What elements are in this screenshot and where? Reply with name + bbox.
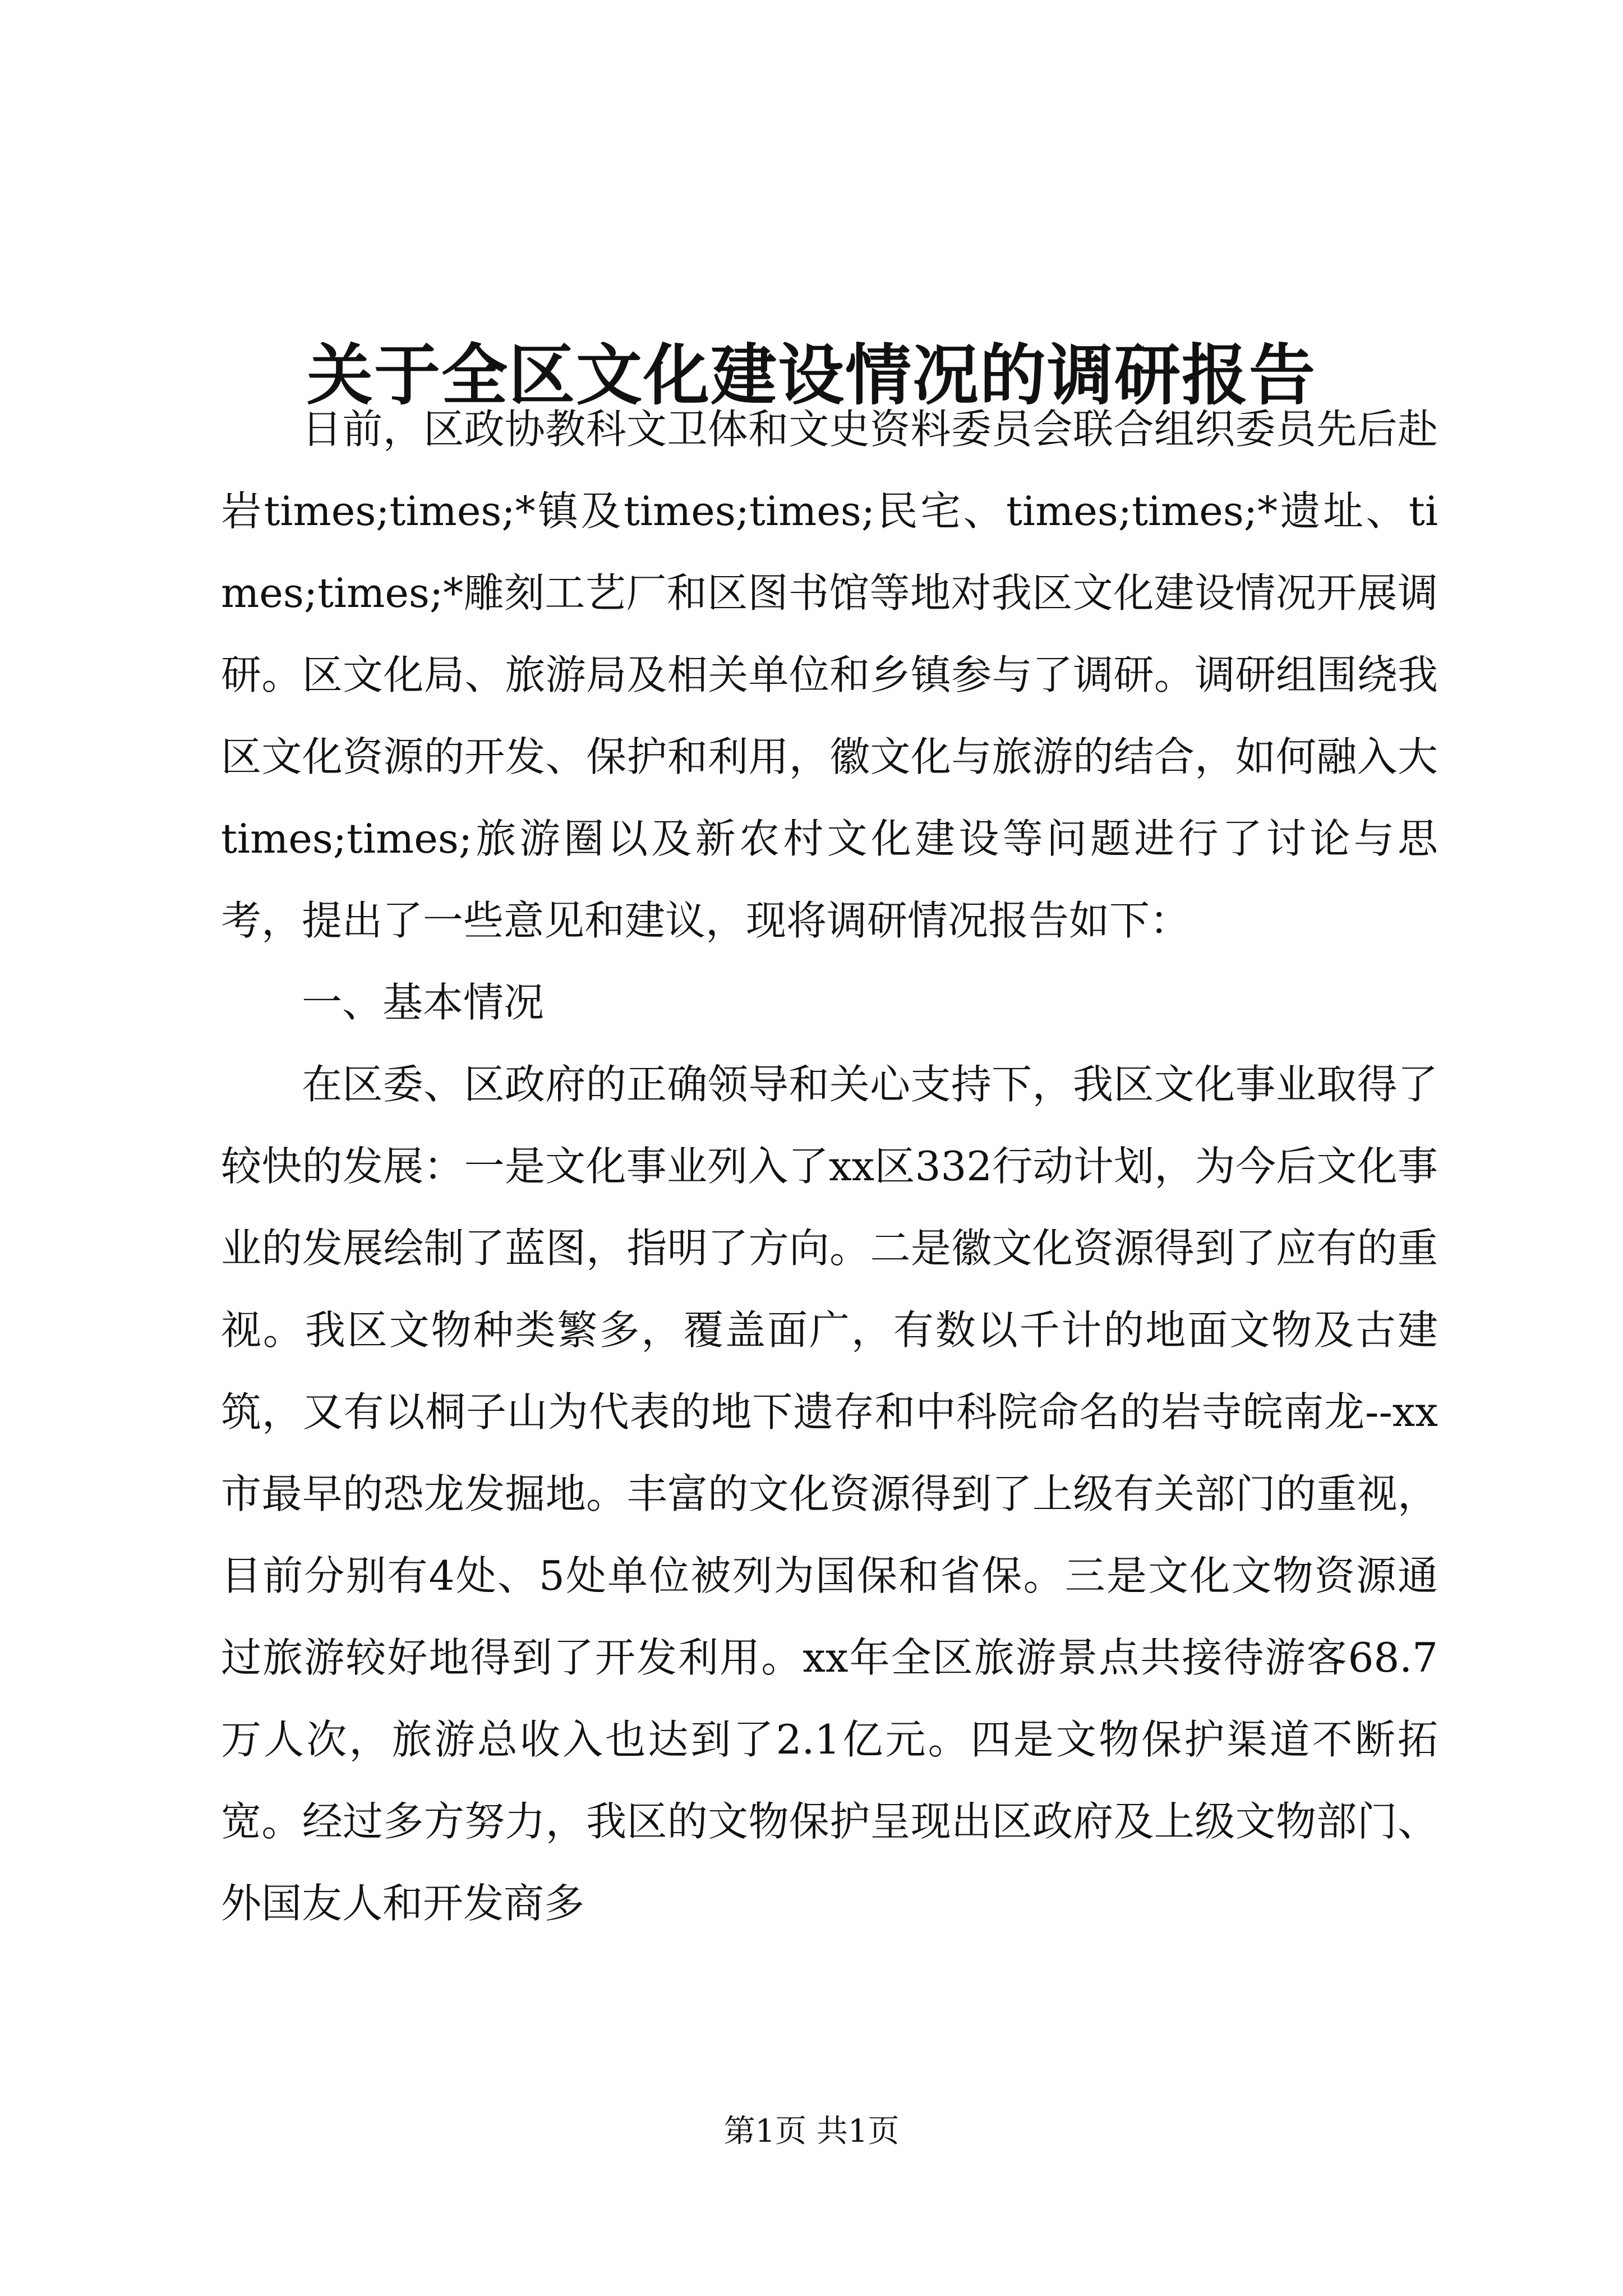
basic-situation-paragraph: 在区委、区政府的正确领导和关心支持下，我区文化事业取得了较快的发展：一是文化事业列入了xx区332行动计划，为今后文化事业的发展绘制了蓝图，指明了方向。二是徽文化资源得到了应有的重视。我区文物种类繁多，覆盖面广，有数以千计的地面文物及古建筑，又有以桐子山为代表的地下遗存和中科院命名的岩寺皖南龙--xx市最早的恐龙发掘地。丰富的文化资源得到了上级有关部门的重视，目前分别有4处、5处单位被列为国保和省保。三是文化文物资源通过旅游较好地得到了开发利用。xx年全区旅游景点共接待游客68.7万人次，旅游总收入也达到了2.1亿元。四是文物保护渠道不断拓宽。经过多方努力，我区的文物保护呈现出区政府及上级文物部门、外国友人和开发商多 [221, 1061, 1438, 1927]
document-title: 关于全区文化建设情况的调研报告 [306, 336, 1316, 415]
intro-paragraph: 日前，区政协教科文卫体和文史资料委员会联合组织委员先后赴岩times;times;*镇及times;times;民宅、times;times;*遗址、times;times;*雕刻工艺厂和区图书馆等地对我区文化建设情况开展调研。区文化局、旅游局及相关单位和乡镇参与了调研。调研组围绕我区文化资源的开发、保护和利用，徽文化与旅游的结合，如何融入大times;times;旅游圈以及新农村文化建设等问题进行了讨论与思考，提出了一些意见和建议，现将调研情况报告如下： [221, 406, 1438, 944]
page-number-footer: 第1页 共1页 [723, 2113, 900, 2150]
document-body [221, 388, 1438, 1944]
section-heading-basic-situation: 一、基本情况 [302, 979, 545, 1026]
